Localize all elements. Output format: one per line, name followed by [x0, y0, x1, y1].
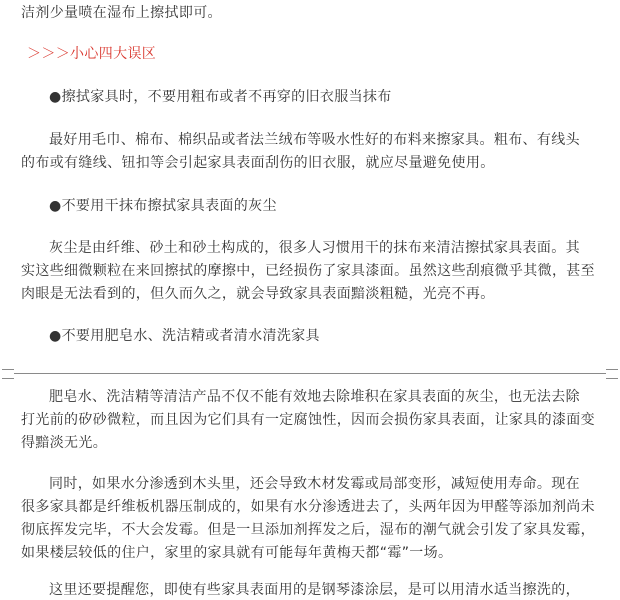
- section-divider: [0, 369, 620, 379]
- tip-3-paragraph-1-line-1: 肥皂水、洗洁精等清洁产品不仅不能有效地去除堆积在家具表面的灰尘，也无法去除: [49, 389, 580, 405]
- tip-3-paragraph-2-line-2: 很多家具都是纤维板机器压制成的，如果有水分渗透进去了，头两年因为甲醛等添加剂尚未: [21, 499, 595, 515]
- section-heading: ＞＞＞小心四大误区: [27, 46, 157, 62]
- tip-3-paragraph-1-line-2: 打光前的矽砂微粒，而且因为它们具有一定腐蚀性，因而会损伤家具表面，让家具的漆面变: [21, 412, 595, 428]
- tip-2-title: ●不要用干抹布擦拭家具表面的灰尘: [49, 198, 277, 214]
- tip-1-title: ●擦拭家具时，不要用粗布或者不再穿的旧衣服当抹布: [49, 89, 392, 105]
- tip-3-paragraph-1-line-3: 得黯淡无光。: [21, 435, 108, 451]
- tip-2-body-line-3: 肉眼是无法看到的，但久而久之，就会导致家具表面黯淡粗糙，光亮不再。: [21, 286, 495, 302]
- tip-1-body-line-2: 的布或有缝线、钮扣等会引起家具表面刮伤的旧衣服，就应尽量避免使用。: [21, 155, 495, 171]
- tip-2-body-line-2: 实这些细微颗粒在来回擦拭的摩擦中，已经损伤了家具漆面。虽然这些刮痕微乎其微，甚至: [21, 263, 595, 279]
- tip-3-paragraph-2-line-3: 彻底挥发完毕，不大会发霉。但是一旦添加剂挥发之后，湿布的潮气就会引发了家具发霉，: [21, 522, 595, 538]
- divider-rule: [14, 373, 606, 374]
- tip-3-title: ●不要用肥皂水、洗洁精或者清水清洗家具: [49, 328, 320, 344]
- tip-1-body-line-1: 最好用毛巾、棉布、棉织品或者法兰绒布等吸水性好的布料来擦家具。粗布、有线头: [49, 132, 580, 148]
- tip-2-body-line-1: 灰尘是由纤维、砂土和砂土构成的，很多人习惯用干的抹布来清洁擦拭家具表面。其: [49, 240, 580, 256]
- tip-3-paragraph-3-line-1: 这里还要提醒您，即使有些家具表面用的是钢琴漆涂层，是可以用清水适当擦洗的，: [49, 582, 580, 598]
- intro-line: 洁剂少量喷在湿布上擦拭即可。: [21, 5, 222, 21]
- tip-3-paragraph-2-line-4: 如果楼层较低的住户，家里的家具就有可能每年黄梅天都“霉”一场。: [21, 545, 453, 561]
- divider-right-handle: [606, 369, 618, 379]
- tip-3-paragraph-2-line-1: 同时，如果水分渗透到木头里，还会导致木材发霉或局部变形，减短使用寿命。现在: [49, 476, 580, 492]
- divider-left-handle: [2, 369, 14, 379]
